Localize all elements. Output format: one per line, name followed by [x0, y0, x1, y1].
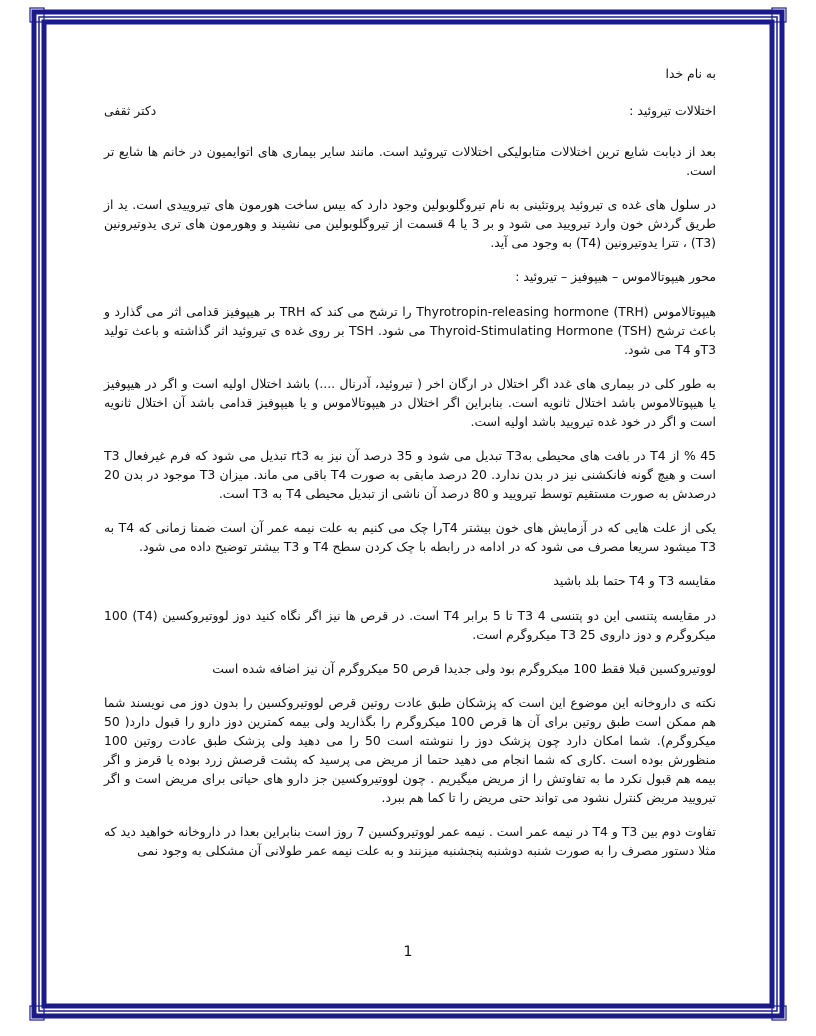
paragraph-9: نکته ی داروخانه این موضوع این است که پزشکان طبق عادت روتین قرص لووتیروکسین را بدون دوز می نویسند شما هم ممکن است طبق روتین برای آن ها قرص 100 میکروگرم را بگذارید ولی بیمه کمترین دوز دارو را قبول دارد( 50 میکروگرم). شما امکان دارد چون پزشک دوز را ننوشته است 50 را می دهید ولی پزشک طبق عادت روتین 100 منظورش بوده است .کاری که شما انجام می دهید حتما از مریض می پرسید که پشت قرصش زرد بوده یا قرمز و اگر بیمه هم قبول نکرد ما به تفاوتش را از مریض میگیریم . چون لووتیروکسین جز دارو های حیاتی برای مریض است و اگر تیرویید مریض کنترل نشود می تواند حتی مریض را تا کما هم ببرد. — [104, 695, 716, 805]
paragraph-4: به طور کلی در بیماری های غدد اگر اختلال در ارگان اخر ( تیروئید، آدرنال ....) باشد اختلال اولیه است و اگر در هیپوفیز یا هیپوتالاموس باشد اختلال ثانویه است. بنابراین اگر اختلال در هیپوتالاموس و یا هیپوفیز قدامی باشد آن اختلال ثانویه است و اگر در خود غده تیرویید باشد اولیه است. — [104, 376, 716, 429]
paragraph-6: یکی از علت هایی که در آزمایش های خون بیشتر T4را چک می کنیم به علت نیمه عمر آن است ضمنا زمانی که T4 به T3 میشود سریعا مصرف می شود که در ادامه در رابطه با چک کردن سطح T4 و T3 بیشتر توضیح داده می شود. — [104, 520, 716, 554]
paragraph-3: هیپوتالاموس Thyrotropin-releasing hormone (TRH) را ترشح می کند که TRH بر هیپوفیز قدامی اثر می گذارد و باعث ترشح Thyroid-Stimulating Hormone (TSH) می شود. TSH بر روی غده ی تیروئید اثر گذاشته و باعث تولید T3و T4 می شود. — [104, 304, 717, 357]
page-number: 1 — [403, 944, 413, 960]
paragraph-2: در سلول های غده ی تیروئید پروتئینی به نام تیروگلوبولین وجود دارد که بیس ساخت هورمون های تیروییدی است. ید از طریق گردش خون وارد تیرویید می شود و بر 3 یا 4 قسمت از تیروگلوبولین می نشیند و وهورمون های تری یدوتیرونین (T3) ، تترا یدوتیرونین (T4) به وجود می آید. — [104, 197, 716, 250]
header-line — [104, 101, 716, 120]
compare-heading: مقایسه T3 و T4 حتما بلد باشید — [553, 573, 716, 588]
axis-heading: محور هیپوتالاموس – هیپوفیز – تیروئید : — [515, 269, 716, 284]
paragraph-1: بعد از دیابت شایع ترین اختلالات متابولیکی اختلالات تیروئید است. مانند سایر بیماری های اتوایمیون در خانم ها شایع تر است. — [104, 144, 716, 178]
paragraph-7: در مقایسه پتنسی این دو پتنسی T3 4 تا 5 برابر T4 است. در قرص ها نیز اگر نگاه کنید دوز لووتیروکسین (T4) 100 میکروگرم و دوز داروی T3 25 میکروگرم است. — [104, 608, 716, 642]
paragraph-5: 45 % از T4 در بافت های محیطی بهT3 تبدیل می شود و 35 درصد آن نیز به rt3 تبدیل می شود که فرم غیرفعال T3 است و هیچ گونه فانکشنی نیز در بدن ندارد. 20 درصد مابقی به صورت T4 باقی می ماند. میزان T3 موجود در بدن 20 درصدش به صورت مستقیم توسط تیرویید و 80 درصد آن ناشی از تبدیل محیطی T4 به T3 است. — [104, 448, 716, 501]
document-body — [104, 64, 716, 875]
paragraph-10: تفاوت دوم بین T3 و T4 در نیمه عمر است . نیمه عمر لووتیروکسین 7 روز است بنابراین بعدا در داروخانه خواهید دید که مثلا دستور مصرف را به صورت شنبه دوشنبه پنجشنبه میزنند و به علت نیمه عمر طولانی آن مشکلی به وجود نمی — [104, 824, 716, 858]
paragraph-8: لووتیروکسین قبلا فقط 100 میکروگرم بود ولی جدیدا قرص 50 میکروگرم آن نیز اضافه شده است — [212, 661, 716, 676]
bismillah: به نام خدا — [665, 66, 716, 81]
author-name: دکتر ثقفی — [104, 103, 157, 118]
document-title: اختلالات تیروئید : — [629, 103, 716, 118]
